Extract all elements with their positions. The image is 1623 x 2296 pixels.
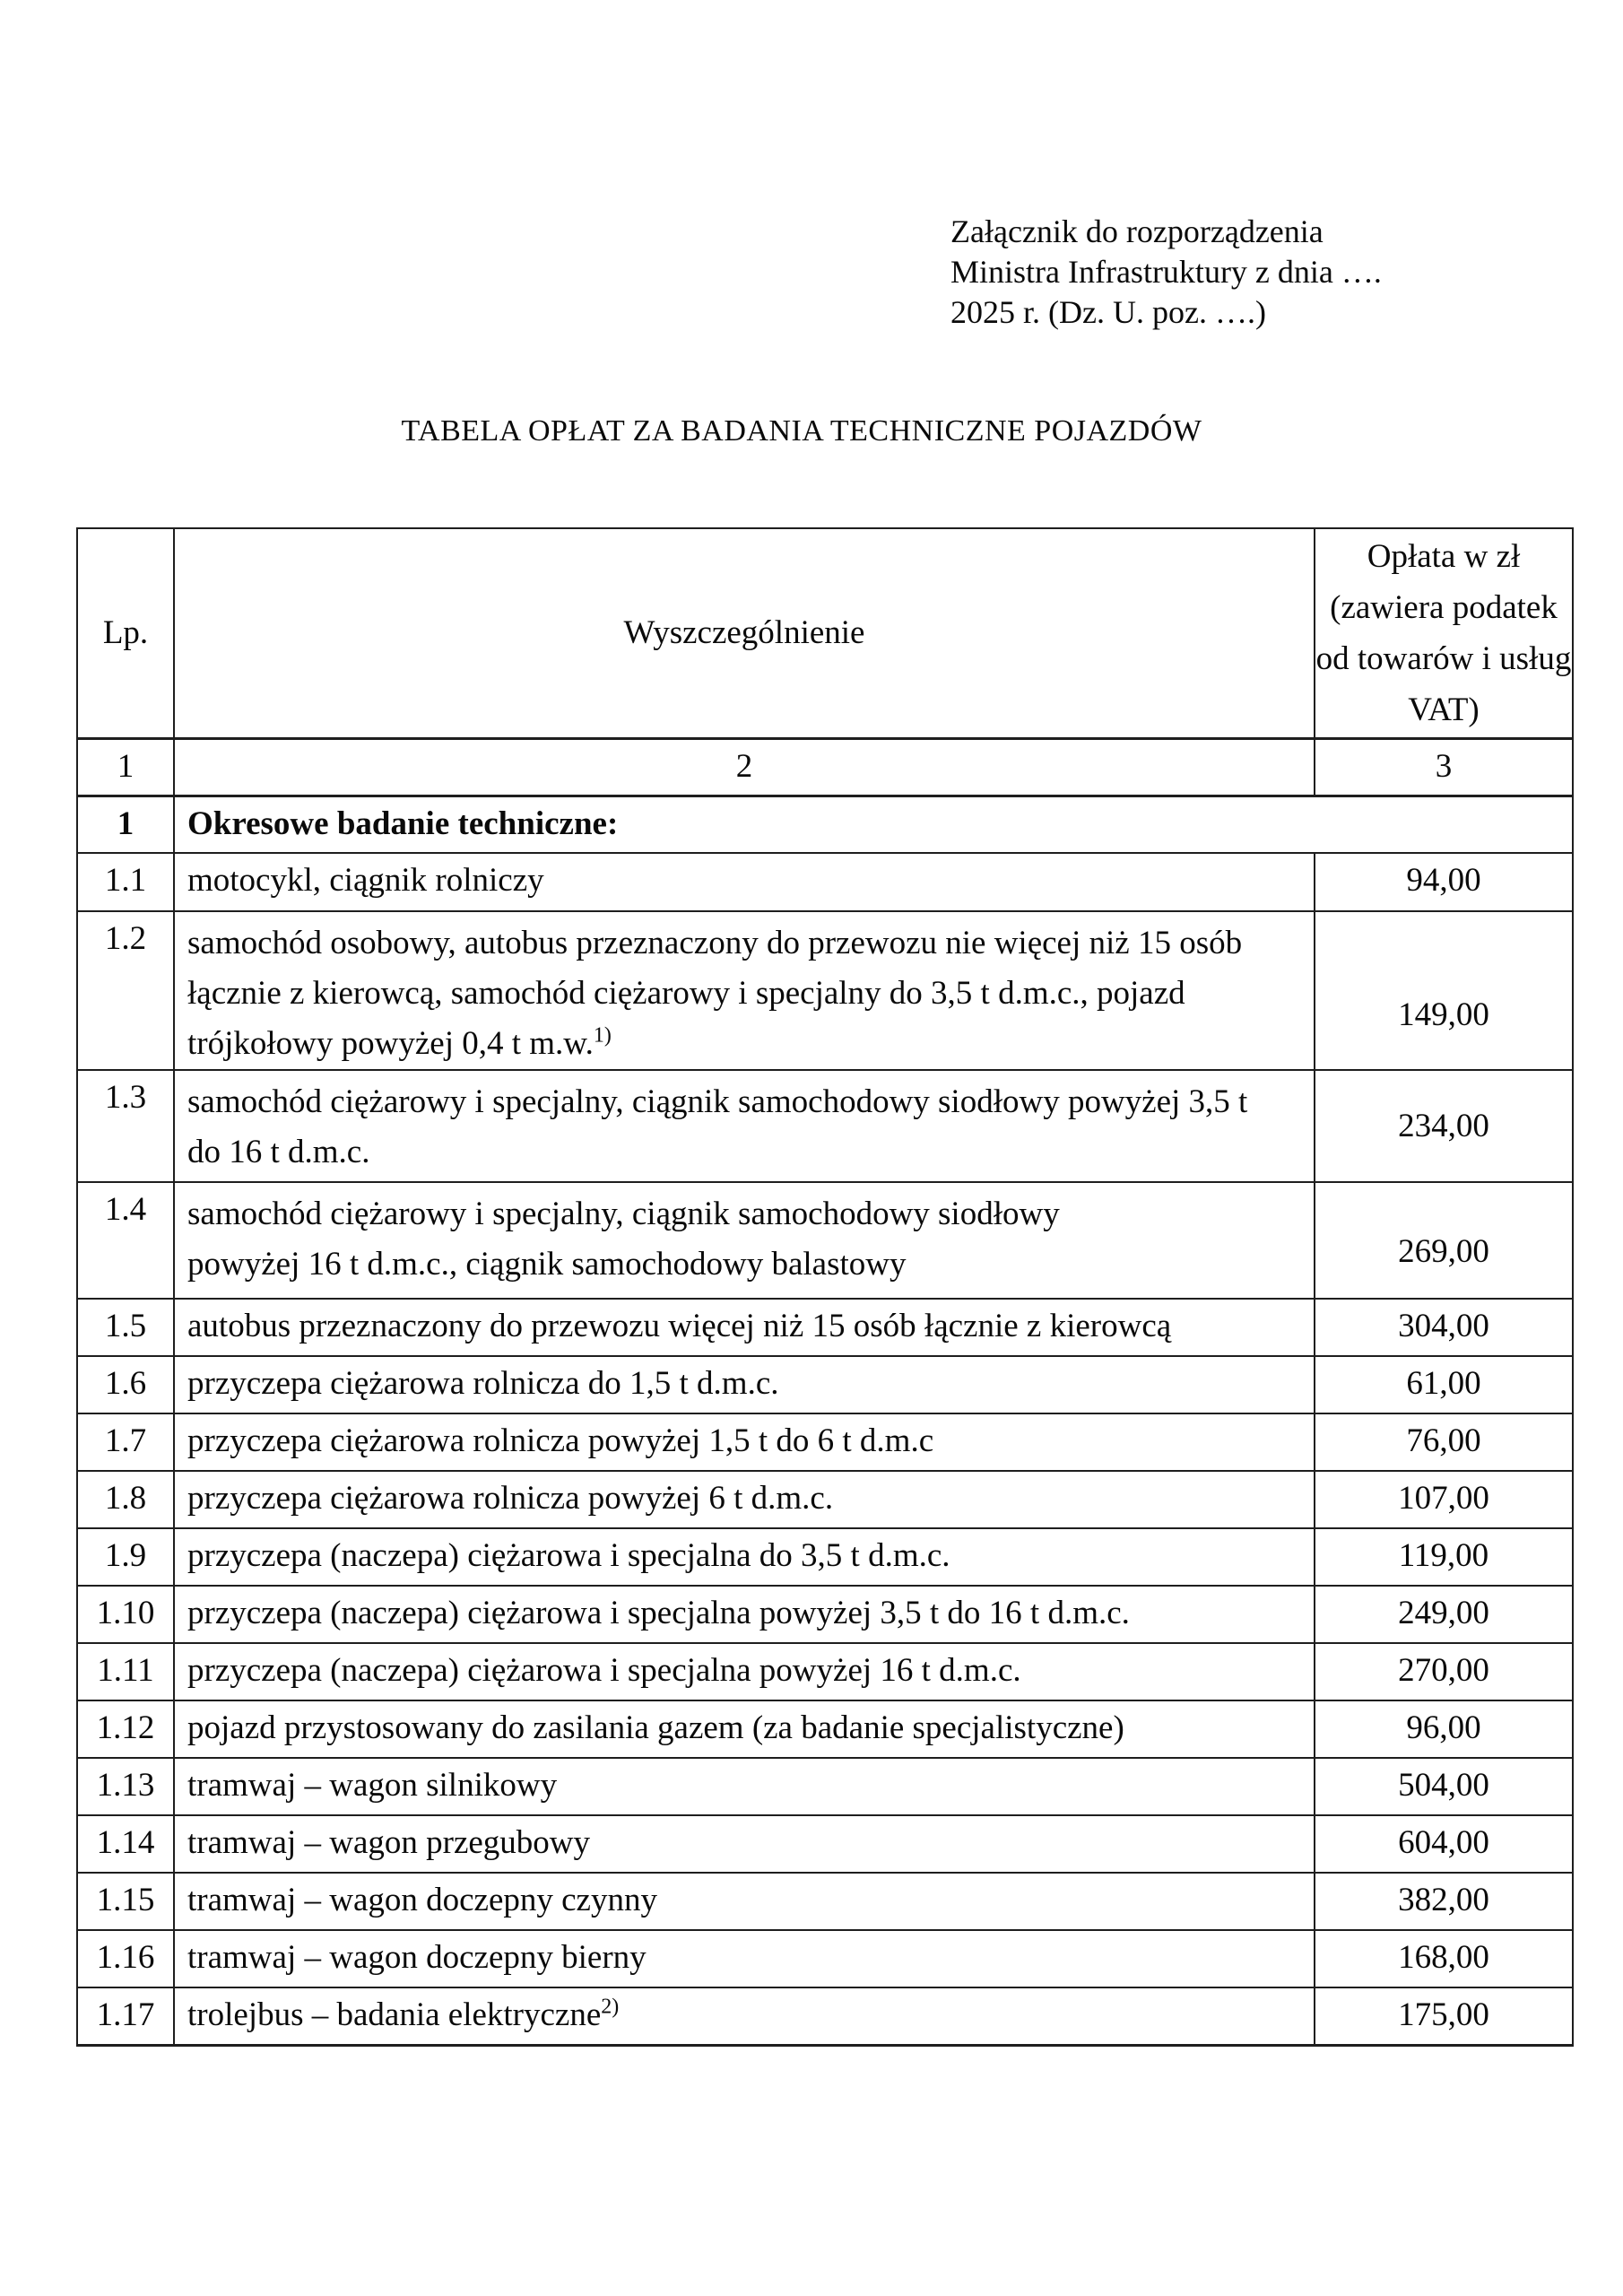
header-description: Wyszczególnienie: [174, 528, 1315, 738]
table-row-1-5: [77, 1299, 1573, 1356]
table-row-1-6: [77, 1356, 1573, 1413]
cell-fee: 61,00: [1315, 1356, 1573, 1413]
cell-lp: 1.2: [77, 911, 174, 1070]
cell-lp: 1.4: [77, 1182, 174, 1299]
cell-fee: 269,00: [1315, 1182, 1573, 1299]
header-fee-line-3: od towarów i usług: [1315, 639, 1572, 677]
cell-fee: 175,00: [1315, 1987, 1573, 2045]
cell-section-title: Okresowe badanie techniczne:: [174, 796, 1573, 853]
cell-lp: 1.6: [77, 1356, 174, 1413]
cell-fee: 107,00: [1315, 1471, 1573, 1528]
cell-desc: przyczepa ciężarowa rolnicza do 1,5 t d.m.c.: [174, 1356, 1315, 1413]
cell-fee: 604,00: [1315, 1815, 1573, 1873]
fees-table: [76, 527, 1574, 2047]
table-row-1-11: [77, 1643, 1573, 1700]
cell-fee: 504,00: [1315, 1758, 1573, 1815]
cell-desc: tramwaj – wagon przegubowy: [174, 1815, 1315, 1873]
column-number-3: 3: [1315, 738, 1573, 796]
column-numbers-row: [77, 738, 1573, 796]
cell-desc: tramwaj – wagon silnikowy: [174, 1758, 1315, 1815]
table-header-row: [77, 528, 1573, 738]
desc-line-1: samochód osobowy, autobus przeznaczony do przewozu nie więcej niż 15 osób: [187, 925, 1243, 961]
desc-line-3: [187, 1019, 1301, 1069]
cell-desc: autobus przeznaczony do przewozu więcej niż 15 osób łącznie z kierowcą: [174, 1299, 1315, 1356]
cell-lp: 1.13: [77, 1758, 174, 1815]
cell-lp: 1.1: [77, 853, 174, 911]
cell-desc: tramwaj – wagon doczepny bierny: [174, 1930, 1315, 1987]
table-row-1-4: [77, 1182, 1573, 1299]
column-number-1: 1: [77, 738, 174, 796]
table-row-1-7: [77, 1413, 1573, 1471]
table-row-1-12: [77, 1700, 1573, 1758]
desc-text: trolejbus – badania elektryczne: [187, 1996, 602, 2033]
cell-lp: 1.5: [77, 1299, 174, 1356]
cell-lp: 1: [77, 796, 174, 853]
cell-lp: 1.10: [77, 1586, 174, 1643]
cell-fee: 168,00: [1315, 1930, 1573, 1987]
attachment-note-line-1: Załącznik do rozporządzenia: [950, 213, 1324, 249]
cell-desc: przyczepa ciężarowa rolnicza powyżej 6 t d.m.c.: [174, 1471, 1315, 1528]
desc-line-2: powyżej 16 t d.m.c., ciągnik samochodowy balastowy: [187, 1246, 907, 1283]
cell-lp: 1.14: [77, 1815, 174, 1873]
cell-fee: 119,00: [1315, 1528, 1573, 1586]
table-row-1-10: [77, 1586, 1573, 1643]
cell-lp: 1.11: [77, 1643, 174, 1700]
cell-fee: 96,00: [1315, 1700, 1573, 1758]
cell-desc: przyczepa (naczepa) ciężarowa i specjalna powyżej 16 t d.m.c.: [174, 1643, 1315, 1700]
cell-lp: 1.15: [77, 1873, 174, 1930]
footnote-ref-1: 1): [593, 1023, 612, 1048]
cell-desc: [174, 1182, 1315, 1299]
cell-desc: [174, 1987, 1315, 2045]
table-row-1-2: [77, 911, 1573, 1070]
column-number-2: 2: [174, 738, 1315, 796]
attachment-note-line-3: 2025 r. (Dz. U. poz. ….): [950, 294, 1266, 330]
header-lp: Lp.: [77, 528, 174, 738]
page-title: TABELA OPŁAT ZA BADANIA TECHNICZNE POJAZDÓW: [401, 414, 1202, 448]
cell-lp: 1.9: [77, 1528, 174, 1586]
desc-line-1: samochód ciężarowy i specjalny, ciągnik samochodowy siodłowy powyżej 3,5 t: [187, 1083, 1248, 1120]
table-row-1-1: [77, 853, 1573, 911]
table-row-1-13: [77, 1758, 1573, 1815]
cell-lp: 1.7: [77, 1413, 174, 1471]
cell-lp: 1.3: [77, 1070, 174, 1182]
attachment-note-line-2: Ministra Infrastruktury z dnia ….: [950, 254, 1382, 290]
header-fee: [1315, 528, 1573, 738]
cell-desc: przyczepa ciężarowa rolnicza powyżej 1,5 t do 6 t d.m.c: [174, 1413, 1315, 1471]
cell-fee: 382,00: [1315, 1873, 1573, 1930]
cell-fee: 94,00: [1315, 853, 1573, 911]
desc-line-2: do 16 t d.m.c.: [187, 1134, 370, 1170]
table-row-1-17: [77, 1987, 1573, 2045]
desc-line-2: łącznie z kierowcą, samochód ciężarowy i specjalny do 3,5 t d.m.c., pojazd: [187, 975, 1185, 1012]
cell-fee: 304,00: [1315, 1299, 1573, 1356]
table-row-1-14: [77, 1815, 1573, 1873]
cell-lp: 1.8: [77, 1471, 174, 1528]
cell-lp: 1.12: [77, 1700, 174, 1758]
table-row-1-section: [77, 796, 1573, 853]
cell-desc: [174, 911, 1315, 1070]
cell-desc: tramwaj – wagon doczepny czynny: [174, 1873, 1315, 1930]
cell-fee: 149,00: [1315, 911, 1573, 1070]
table-row-1-9: [77, 1528, 1573, 1586]
cell-fee: 270,00: [1315, 1643, 1573, 1700]
table-row-1-8: [77, 1471, 1573, 1528]
table-row-1-3: [77, 1070, 1573, 1182]
cell-desc: przyczepa (naczepa) ciężarowa i specjalna powyżej 3,5 t do 16 t d.m.c.: [174, 1586, 1315, 1643]
cell-fee: 76,00: [1315, 1413, 1573, 1471]
header-fee-line-4: VAT): [1408, 691, 1480, 728]
attachment-note: [950, 212, 1382, 333]
cell-desc: motocykl, ciągnik rolniczy: [174, 853, 1315, 911]
table-row-1-15: [77, 1873, 1573, 1930]
cell-desc: przyczepa (naczepa) ciężarowa i specjalna do 3,5 t d.m.c.: [174, 1528, 1315, 1586]
desc-line-3-text: trójkołowy powyżej 0,4 t m.w.: [187, 1025, 594, 1062]
cell-fee: 249,00: [1315, 1586, 1573, 1643]
cell-fee: 234,00: [1315, 1070, 1573, 1182]
cell-lp: 1.17: [77, 1987, 174, 2045]
cell-lp: 1.16: [77, 1930, 174, 1987]
cell-desc: [174, 1070, 1315, 1182]
header-fee-line-2: (zawiera podatek: [1330, 588, 1558, 626]
header-fee-line-1: Opłata w zł: [1367, 537, 1521, 575]
desc-line-1: samochód ciężarowy i specjalny, ciągnik samochodowy siodłowy: [187, 1196, 1060, 1232]
footnote-ref-2: 2): [601, 1995, 620, 2019]
table-row-1-16: [77, 1930, 1573, 1987]
cell-desc: pojazd przystosowany do zasilania gazem (za badanie specjalistyczne): [174, 1700, 1315, 1758]
